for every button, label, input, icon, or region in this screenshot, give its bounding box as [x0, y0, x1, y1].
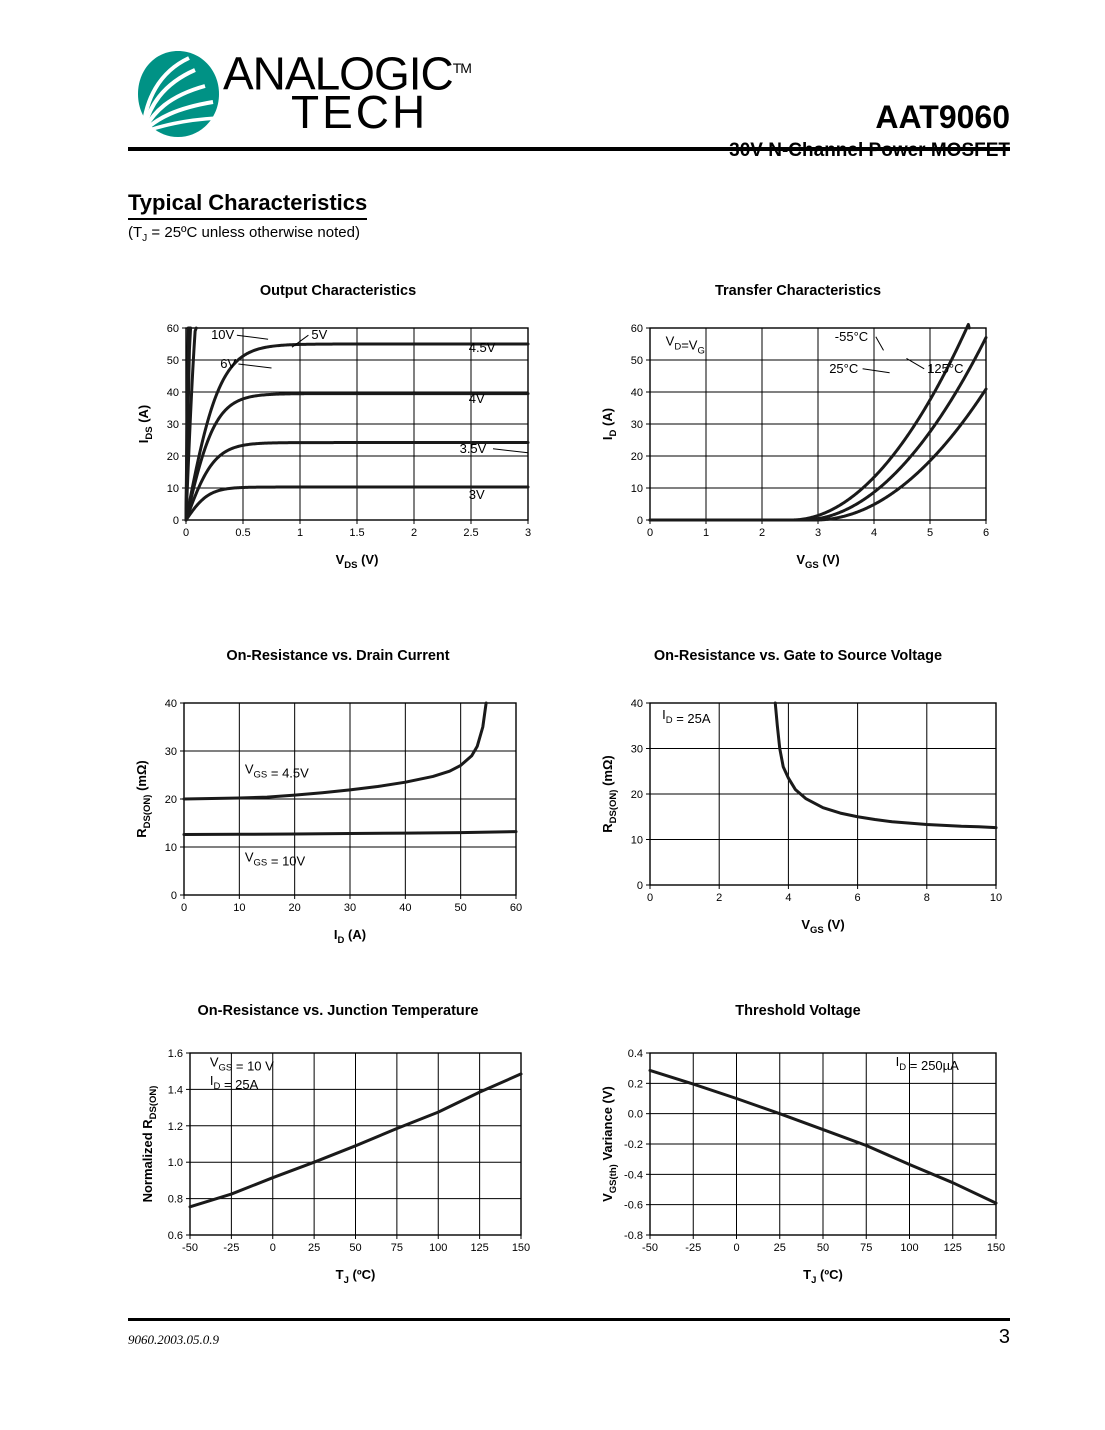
- curve-annotation: $I_D = 25A$: [209, 1072, 259, 1092]
- y-tick-label: 1.2: [167, 1120, 183, 1133]
- y-axis-label: $I_{DS}$ (A): [136, 404, 155, 444]
- x-tick-label: 0.5: [235, 527, 251, 539]
- x-tick-label: 0: [269, 1242, 276, 1254]
- curve-annotation: $V_{GS} = 10V$: [244, 849, 306, 869]
- chart-plot-area: [128, 648, 548, 946]
- chart-on-resistance-vs-gate-source-voltage: [588, 648, 1008, 940]
- x-tick-label: 1.5: [349, 527, 365, 539]
- wordmark-tech: TECH: [291, 86, 429, 138]
- analogic-tech-logo-icon: [133, 48, 223, 140]
- chart-on-resistance-vs-drain-current: [128, 648, 548, 946]
- y-tick-label: 0.0: [627, 1108, 643, 1121]
- x-axis-label: $T_J$ (ºC): [803, 1267, 843, 1286]
- x-tick-label: 2.5: [463, 527, 479, 539]
- y-axis-label: Normalized $R_{DS(ON)}$: [140, 1085, 159, 1203]
- trademark-symbol: TM: [452, 60, 471, 76]
- chart-plot-area: [588, 283, 1008, 571]
- annotation-leader-line: [493, 449, 528, 453]
- page-number: 3: [998, 1326, 1010, 1348]
- y-tick-label: 0: [636, 515, 643, 527]
- chart-title: On-Resistance vs. Junction Temperature: [197, 1003, 479, 1019]
- y-tick-label: 30: [630, 419, 643, 431]
- curve-annotation: 5V: [311, 327, 328, 343]
- part-number: AAT9060: [875, 99, 1010, 135]
- x-axis-label: $V_{DS}$ (V): [335, 552, 379, 571]
- x-tick-label: 125: [943, 1242, 962, 1254]
- x-tick-label: 125: [470, 1242, 489, 1254]
- y-tick-label: 30: [166, 419, 179, 431]
- document-code: 9060.2003.05.0.9: [128, 1332, 219, 1347]
- x-axis-label: $T_J$ (ºC): [335, 1267, 376, 1286]
- curve-annotation: 3.5V: [459, 440, 487, 456]
- y-tick-label: 20: [630, 789, 643, 801]
- curve-annotation: 4V: [468, 391, 485, 407]
- x-tick-label: 6: [854, 892, 861, 904]
- x-tick-label: 8: [923, 892, 930, 904]
- x-tick-label: 2: [716, 892, 723, 904]
- y-tick-label: 60: [166, 323, 179, 335]
- y-tick-label: 1.6: [167, 1048, 183, 1060]
- curve-annotation: $I_D = 250\mu A$: [895, 1053, 959, 1073]
- annotation-leader-line: [237, 335, 268, 339]
- curve-annotation: 6V: [220, 356, 237, 371]
- y-tick-label: 10: [164, 842, 177, 854]
- chart-on-resistance-vs-junction-temperature: [128, 1003, 548, 1293]
- chart-plot-area: [588, 1003, 1008, 1293]
- x-tick-label: 0: [646, 527, 654, 539]
- y-tick-label: -0.4: [624, 1169, 643, 1182]
- x-tick-label: 2: [410, 527, 418, 539]
- x-tick-label: -25: [685, 1242, 702, 1254]
- y-tick-label: 1.4: [167, 1084, 183, 1097]
- x-tick-label: 0: [733, 1242, 740, 1254]
- x-tick-label: 10: [989, 892, 1003, 904]
- y-tick-label: 0.4: [627, 1048, 643, 1060]
- y-tick-label: 20: [164, 794, 177, 806]
- x-axis-label: $V_{GS}$ (V): [801, 917, 845, 936]
- chart-title: Threshold Voltage: [735, 1003, 861, 1019]
- x-tick-label: 1: [296, 527, 304, 539]
- x-tick-label: -50: [182, 1242, 198, 1254]
- y-tick-label: 0.6: [167, 1230, 183, 1242]
- y-tick-label: 0: [172, 515, 179, 527]
- x-tick-label: 6: [982, 527, 990, 539]
- condition-prefix: (T: [128, 224, 143, 241]
- page-header: [128, 42, 1010, 152]
- curve-annotation: 3V: [468, 487, 485, 503]
- y-tick-label: 10: [630, 483, 643, 495]
- x-tick-label: 20: [288, 902, 301, 914]
- condition-suffix: = 25ºC unless otherwise noted): [147, 224, 360, 241]
- y-tick-label: 20: [630, 451, 643, 463]
- logo-wordmark: [223, 44, 533, 144]
- y-tick-label: 0.8: [167, 1193, 183, 1206]
- data-curve: [775, 703, 996, 828]
- x-tick-label: 25: [773, 1242, 786, 1254]
- x-tick-label: 4: [870, 527, 878, 539]
- curve-annotation: -55°C: [834, 328, 869, 344]
- y-tick-label: 10: [166, 483, 179, 495]
- curve-annotation: $I_D = 25A$: [662, 706, 711, 726]
- y-tick-label: -0.6: [624, 1199, 643, 1212]
- y-tick-label: 40: [164, 698, 177, 710]
- y-tick-label: 0.2: [627, 1078, 643, 1091]
- wordmark-analogic-text: ANALOGIC: [223, 47, 453, 100]
- curve-annotation: $V_D=V_G$: [665, 333, 705, 357]
- y-tick-label: 0: [636, 880, 643, 892]
- chart-curves: [775, 703, 996, 828]
- x-tick-label: 30: [343, 902, 357, 914]
- x-tick-label: 1: [702, 527, 710, 539]
- x-tick-label: 0: [180, 902, 188, 914]
- y-tick-label: 1.0: [167, 1157, 183, 1170]
- chart-output-characteristics: [128, 283, 548, 571]
- y-tick-label: 0: [170, 890, 177, 902]
- chart-plot-area: [588, 648, 1008, 940]
- y-tick-label: 40: [166, 387, 179, 399]
- x-tick-label: 2: [758, 527, 766, 539]
- y-axis-label: $V_{GS(th)}$ Variance (V): [600, 1086, 619, 1202]
- x-tick-label: 25: [308, 1242, 321, 1254]
- x-axis-label: $I_D$ (A): [333, 927, 367, 946]
- chart-title: On-Resistance vs. Drain Current: [226, 648, 450, 664]
- footer-divider: [128, 1318, 1010, 1321]
- chart-title: On-Resistance vs. Gate to Source Voltage: [653, 648, 943, 664]
- y-tick-label: 50: [166, 355, 179, 367]
- x-tick-label: -25: [223, 1242, 240, 1254]
- y-tick-label: 20: [166, 451, 179, 463]
- y-tick-label: 30: [164, 746, 177, 758]
- x-tick-label: -50: [642, 1242, 658, 1254]
- curve-annotation: $V_{GS} = 10$ V: [209, 1054, 274, 1074]
- x-tick-label: 150: [511, 1242, 531, 1254]
- test-condition-note: [128, 224, 360, 244]
- curve-annotation: 10V: [211, 327, 235, 343]
- page-title: Typical Characteristics: [128, 190, 367, 220]
- x-tick-label: 40: [399, 902, 412, 914]
- annotation-leader-line: [876, 337, 884, 351]
- x-tick-label: 50: [454, 902, 467, 914]
- y-tick-label: 40: [630, 387, 643, 399]
- x-tick-label: 4: [785, 892, 792, 904]
- x-tick-label: 60: [509, 902, 523, 914]
- x-tick-label: 150: [986, 1242, 1006, 1254]
- x-tick-label: 100: [429, 1242, 448, 1254]
- x-tick-label: 3: [814, 527, 822, 539]
- y-tick-label: 40: [630, 698, 643, 710]
- curve-annotation: 125°C: [927, 360, 964, 376]
- y-tick-label: -0.8: [624, 1230, 643, 1242]
- annotation-leader-line: [863, 369, 890, 373]
- chart-title: Output Characteristics: [259, 283, 417, 299]
- header-divider: [128, 147, 1010, 151]
- y-axis-label: $R_{DS(ON)}$ (mΩ): [600, 755, 619, 833]
- y-tick-label: 60: [630, 323, 643, 335]
- curve-annotation: $V_{GS} = 4.5V$: [244, 761, 309, 781]
- x-axis-label: $V_{GS}$ (V): [796, 552, 840, 571]
- y-axis-label: $R_{DS(ON)}$ (mΩ): [134, 760, 153, 838]
- chart-plot-area: [128, 283, 548, 571]
- y-tick-label: 10: [630, 834, 643, 847]
- x-tick-label: 75: [390, 1242, 403, 1254]
- x-tick-label: 75: [860, 1242, 873, 1254]
- data-curve: [184, 832, 516, 835]
- x-tick-label: 50: [349, 1242, 362, 1254]
- x-tick-label: 0: [182, 527, 190, 539]
- x-tick-label: 100: [900, 1242, 919, 1254]
- chart-transfer-characteristics: [588, 283, 1008, 571]
- x-tick-label: 0: [646, 892, 654, 904]
- chart-plot-area: [128, 1003, 548, 1293]
- chart-threshold-voltage: [588, 1003, 1008, 1293]
- x-tick-label: 5: [926, 527, 934, 539]
- x-tick-label: 50: [816, 1242, 830, 1254]
- condition-subscript: J: [142, 233, 148, 244]
- part-subtitle: [729, 140, 1010, 162]
- chart-title: Transfer Characteristics: [714, 283, 882, 299]
- y-tick-label: 30: [630, 743, 643, 756]
- curve-annotation: 4.5V: [468, 340, 496, 355]
- x-tick-label: 10: [233, 902, 246, 914]
- x-tick-label: 3: [524, 527, 532, 539]
- y-tick-label: -0.2: [624, 1139, 643, 1151]
- y-axis-label: $I_D$ (A): [600, 407, 619, 441]
- curve-annotation: 25°C: [829, 360, 859, 376]
- y-tick-label: 50: [630, 355, 643, 367]
